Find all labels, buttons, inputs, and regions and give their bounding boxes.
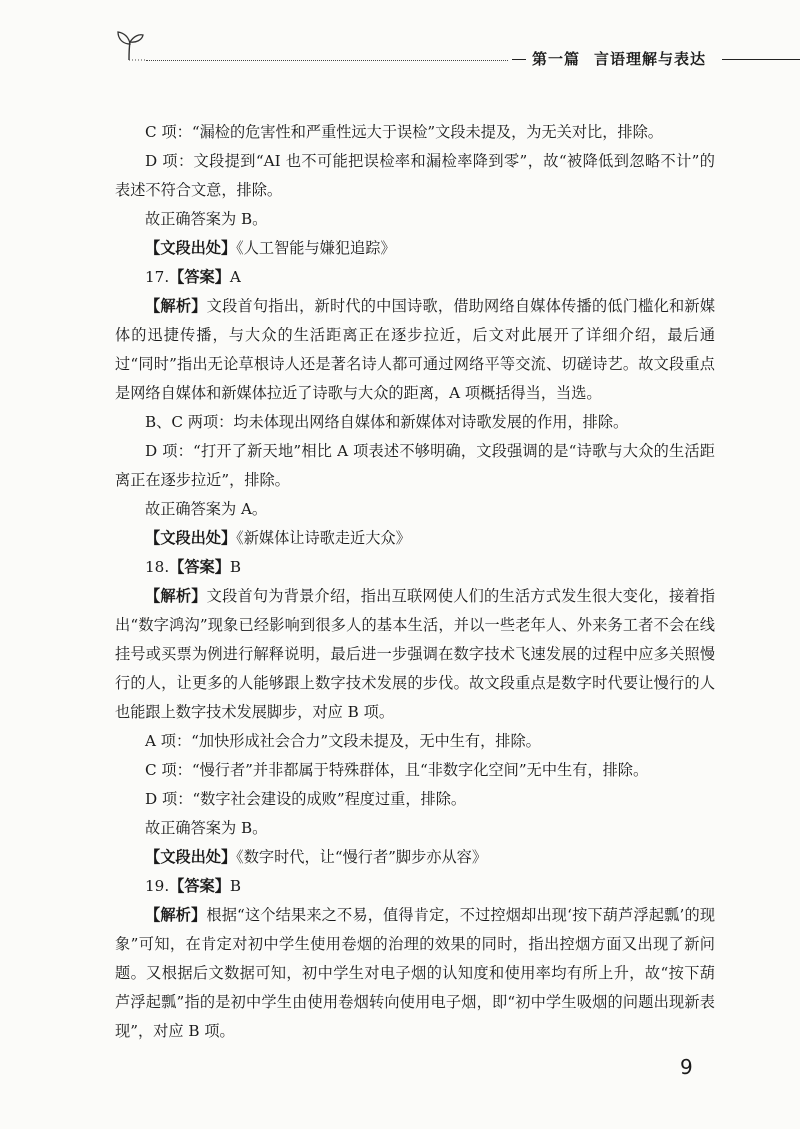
answer-tag: 【答案】 — [169, 558, 230, 576]
answer-value: B — [229, 558, 242, 576]
header-title — [532, 48, 706, 69]
analysis-tag: 【解析】 — [145, 587, 207, 605]
source-text: 《人工智能与嫌犯追踪》 — [236, 239, 396, 257]
q17-bc-item: B、C 两项：均未体现出网络自媒体和新媒体对诗歌发展的作用，排除。 — [145, 413, 629, 431]
q17-source — [115, 524, 715, 553]
q16-source — [115, 234, 715, 263]
answer-value: B — [229, 877, 242, 895]
header-section: 言语理解与表达 — [594, 50, 707, 68]
question-number: 18. — [145, 558, 170, 576]
analysis-tag: 【解析】 — [145, 906, 207, 924]
analysis-text: 根据“这个结果来之不易，值得肯定，不过控烟却出现‘按下葫芦浮起瓢’的现象”可知，在肯定对初中学生使用卷烟的治理的效果的同时，指出控烟方面又出现了新问题。又根据后文数据可知，初中学生对电子烟的认知度和使用率均有所上升，故“按下葫芦浮起瓢”指的是初中学生由使用卷烟转向使用电子烟，即“初中学生吸烟的问题出现新表现”，对应 B 项。 — [115, 906, 716, 1040]
q19-answer — [115, 872, 715, 901]
q18-d-item: D 项：“数字社会建设的成败”程度过重，排除。 — [145, 790, 467, 808]
question-number: 17. — [145, 268, 170, 286]
q17-analysis — [115, 292, 715, 408]
page-number: 9 — [680, 1055, 693, 1079]
source-tag: 【文段出处】 — [145, 848, 237, 866]
header-rule-left — [512, 59, 526, 60]
answer-tag: 【答案】 — [169, 268, 230, 286]
question-number: 19. — [145, 877, 170, 895]
source-tag: 【文段出处】 — [145, 239, 237, 257]
q18-answer — [115, 553, 715, 582]
page-body — [115, 118, 715, 1046]
q18-conclusion: 故正确答案为 B。 — [145, 819, 268, 837]
q16-conclusion: 故正确答案为 B。 — [145, 210, 268, 228]
answer-value: A — [229, 268, 241, 286]
q17-conclusion: 故正确答案为 A。 — [145, 500, 268, 518]
q18-a-item: A 项：“加快形成社会合力”文段未提及，无中生有，排除。 — [145, 732, 541, 750]
source-text: 《数字时代，让“慢行者”脚步亦从容》 — [236, 848, 488, 866]
header-part: 第一篇 — [532, 50, 581, 68]
q17-d-item: D 项：“打开了新天地”相比 A 项表述不够明确，文段强调的是“诗歌与大众的生活距离正在逐步拉近”，排除。 — [115, 442, 715, 489]
q18-analysis — [115, 582, 715, 727]
analysis-tag: 【解析】 — [145, 297, 207, 315]
q16-d-item: D 项：文段提到“AI 也不可能把误检率和漏检率降到零”，故“被降低到忽略不计”的表述不符合文意，排除。 — [115, 152, 715, 199]
answer-tag: 【答案】 — [169, 877, 230, 895]
running-header — [0, 0, 800, 80]
q18-source — [115, 843, 715, 872]
analysis-text: 文段首句为背景介绍，指出互联网使人们的生活方式发生很大变化，接着指出“数字鸿沟”现象已经影响到很多人的基本生活，并以一些老年人、外来务工者不会在线挂号或买票为例进行解释说明，最后进一步强调在数字技术飞速发展的过程中应多关照慢行的人，让更多的人能够跟上数字技术发展的步伐。故文段重点是数字时代要让慢行的人也能跟上数字技术发展脚步，对应 B 项。 — [115, 587, 716, 721]
analysis-text: 文段首句指出，新时代的中国诗歌，借助网络自媒体传播的低门槛化和新媒体的迅捷传播，与大众的生活距离正在逐步拉近，后文对此展开了详细介绍，最后通过“同时”指出无论草根诗人还是著名诗人都可通过网络平等交流、切磋诗艺。故文段重点是网络自媒体和新媒体拉近了诗歌与大众的距离，A 项概括得当，当选。 — [115, 297, 716, 402]
q19-analysis — [115, 901, 715, 1046]
header-dotted-rule — [146, 60, 508, 61]
q17-answer — [115, 263, 715, 292]
source-text: 《新媒体让诗歌走近大众》 — [236, 529, 411, 547]
source-tag: 【文段出处】 — [145, 529, 237, 547]
q18-c-item: C 项：“慢行者”并非都属于特殊群体，且“非数字化空间”无中生有，排除。 — [145, 761, 649, 779]
header-rule-right — [722, 59, 800, 60]
sprout-icon — [112, 28, 146, 62]
q16-c-item: C 项：“漏检的危害性和严重性远大于误检”文段未提及，为无关对比，排除。 — [145, 123, 663, 141]
